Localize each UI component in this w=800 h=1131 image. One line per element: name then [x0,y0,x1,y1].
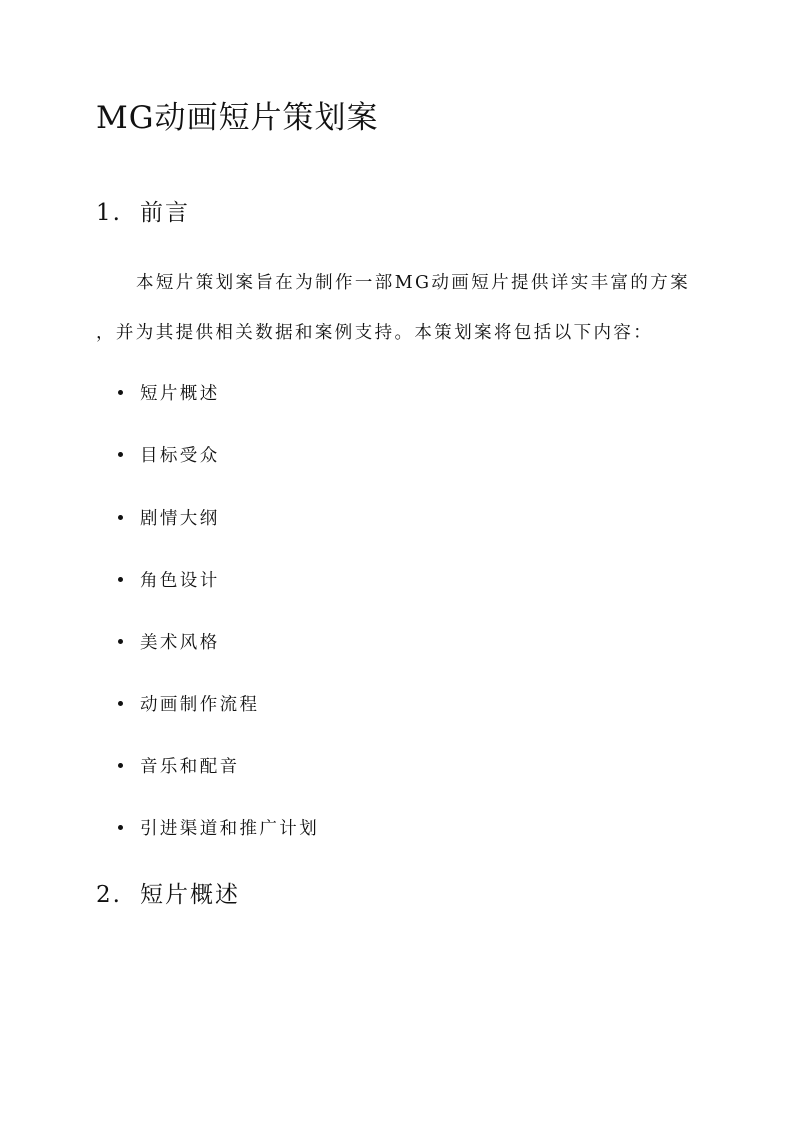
list-item-text: 剧情大纲 [140,509,220,529]
list-item [118,506,220,532]
list-item-text: 角色设计 [140,571,220,591]
bullet-dot-icon [118,515,123,520]
bullet-dot-icon [118,639,123,644]
list-item-text: 引进渠道和推广计划 [140,819,320,839]
section-heading-text: 短片概述 [140,882,240,908]
list-item [118,816,319,842]
bullet-dot-icon [118,701,123,706]
list-item [118,754,240,780]
bullet-dot-icon [118,763,123,768]
list-item [118,630,220,656]
bullet-dot-icon [118,825,123,830]
list-item [118,443,220,469]
list-item-text: 目标受众 [140,446,220,466]
list-item-text: 短片概述 [140,384,220,404]
bullet-dot-icon [118,452,123,457]
list-item [118,381,220,407]
section-heading-text: 前言 [140,200,190,226]
list-item-text: 美术风格 [140,633,220,653]
section-heading-preface [96,196,190,230]
bullet-dot-icon [118,390,123,395]
section-number: 2. [96,882,122,908]
document-title: MG动画短片策划案 [96,100,379,136]
list-item [118,568,220,594]
section-number: 1. [96,200,122,226]
list-item-text: 音乐和配音 [140,757,240,777]
section-heading-overview [96,878,240,912]
preface-paragraph-line-1: 本短片策划案旨在为制作一部MG动画短片提供详实丰富的方案 [136,273,691,293]
preface-paragraph-line-2: ，并为其提供相关数据和案例支持。本策划案将包括以下内容： [96,323,654,343]
list-item-text: 动画制作流程 [140,695,260,715]
list-item [118,692,259,718]
bullet-dot-icon [118,577,123,582]
